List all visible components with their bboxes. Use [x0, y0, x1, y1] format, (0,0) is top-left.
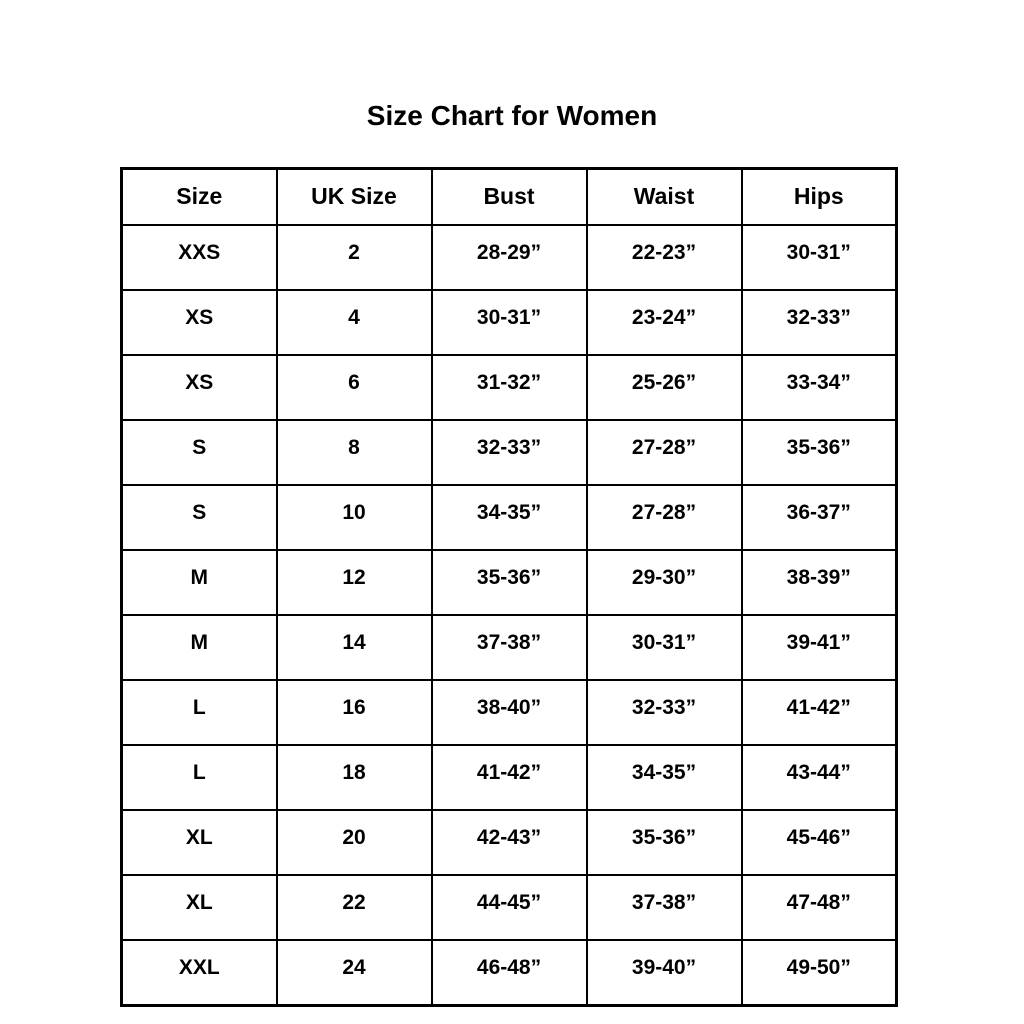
- table-row: [122, 420, 897, 485]
- table-cell: 22-23”: [587, 225, 742, 290]
- table-row: [122, 810, 897, 875]
- column-header: Size: [122, 169, 277, 226]
- table-body: [122, 225, 897, 1006]
- table-cell: 2: [277, 225, 432, 290]
- table-cell: 49-50”: [742, 940, 897, 1006]
- table-cell: 37-38”: [587, 875, 742, 940]
- table-cell: 38-40”: [432, 680, 587, 745]
- table-cell: XXS: [122, 225, 277, 290]
- column-header: Waist: [587, 169, 742, 226]
- table-cell: 35-36”: [587, 810, 742, 875]
- table-cell: XXL: [122, 940, 277, 1006]
- table-cell: 31-32”: [432, 355, 587, 420]
- size-chart-table: [120, 167, 898, 1007]
- table-row: [122, 615, 897, 680]
- table-cell: M: [122, 615, 277, 680]
- table-cell: S: [122, 420, 277, 485]
- table-header: [122, 169, 897, 226]
- table-cell: 23-24”: [587, 290, 742, 355]
- table-cell: 34-35”: [587, 745, 742, 810]
- table-cell: 39-40”: [587, 940, 742, 1006]
- table-cell: L: [122, 745, 277, 810]
- table-cell: 45-46”: [742, 810, 897, 875]
- table-cell: 46-48”: [432, 940, 587, 1006]
- table-cell: 27-28”: [587, 420, 742, 485]
- table-cell: 14: [277, 615, 432, 680]
- table-cell: 12: [277, 550, 432, 615]
- column-header: UK Size: [277, 169, 432, 226]
- table-cell: 41-42”: [432, 745, 587, 810]
- table-cell: 47-48”: [742, 875, 897, 940]
- table-cell: 4: [277, 290, 432, 355]
- table-cell: 20: [277, 810, 432, 875]
- table-cell: 36-37”: [742, 485, 897, 550]
- table-row: [122, 680, 897, 745]
- table-cell: 39-41”: [742, 615, 897, 680]
- table-cell: 32-33”: [432, 420, 587, 485]
- table-cell: 43-44”: [742, 745, 897, 810]
- table-cell: 33-34”: [742, 355, 897, 420]
- table-cell: 27-28”: [587, 485, 742, 550]
- header-row: [122, 169, 897, 226]
- table-cell: 34-35”: [432, 485, 587, 550]
- table-cell: 22: [277, 875, 432, 940]
- table-cell: 18: [277, 745, 432, 810]
- table-cell: XL: [122, 810, 277, 875]
- table-cell: 25-26”: [587, 355, 742, 420]
- table-row: [122, 485, 897, 550]
- table-cell: XL: [122, 875, 277, 940]
- page-title: Size Chart for Women: [366, 100, 658, 131]
- table-cell: 16: [277, 680, 432, 745]
- table-cell: 6: [277, 355, 432, 420]
- table-cell: XS: [122, 290, 277, 355]
- table-row: [122, 290, 897, 355]
- table-row: [122, 355, 897, 420]
- table-row: [122, 550, 897, 615]
- table-cell: 35-36”: [432, 550, 587, 615]
- column-header: Hips: [742, 169, 897, 226]
- table-cell: 30-31”: [742, 225, 897, 290]
- table-cell: 30-31”: [432, 290, 587, 355]
- table-cell: L: [122, 680, 277, 745]
- table-cell: 8: [277, 420, 432, 485]
- table-cell: M: [122, 550, 277, 615]
- table-cell: 29-30”: [587, 550, 742, 615]
- table-cell: 38-39”: [742, 550, 897, 615]
- table-row: [122, 225, 897, 290]
- table-cell: 35-36”: [742, 420, 897, 485]
- table-cell: S: [122, 485, 277, 550]
- column-header: Bust: [432, 169, 587, 226]
- table-row: [122, 940, 897, 1006]
- table-cell: 37-38”: [432, 615, 587, 680]
- table-row: [122, 745, 897, 810]
- table-cell: 28-29”: [432, 225, 587, 290]
- table-row: [122, 875, 897, 940]
- table-cell: 32-33”: [742, 290, 897, 355]
- table-cell: 10: [277, 485, 432, 550]
- table-cell: 24: [277, 940, 432, 1006]
- table-cell: 44-45”: [432, 875, 587, 940]
- table-cell: 30-31”: [587, 615, 742, 680]
- table-cell: 41-42”: [742, 680, 897, 745]
- table-cell: XS: [122, 355, 277, 420]
- table-cell: 42-43”: [432, 810, 587, 875]
- table-cell: 32-33”: [587, 680, 742, 745]
